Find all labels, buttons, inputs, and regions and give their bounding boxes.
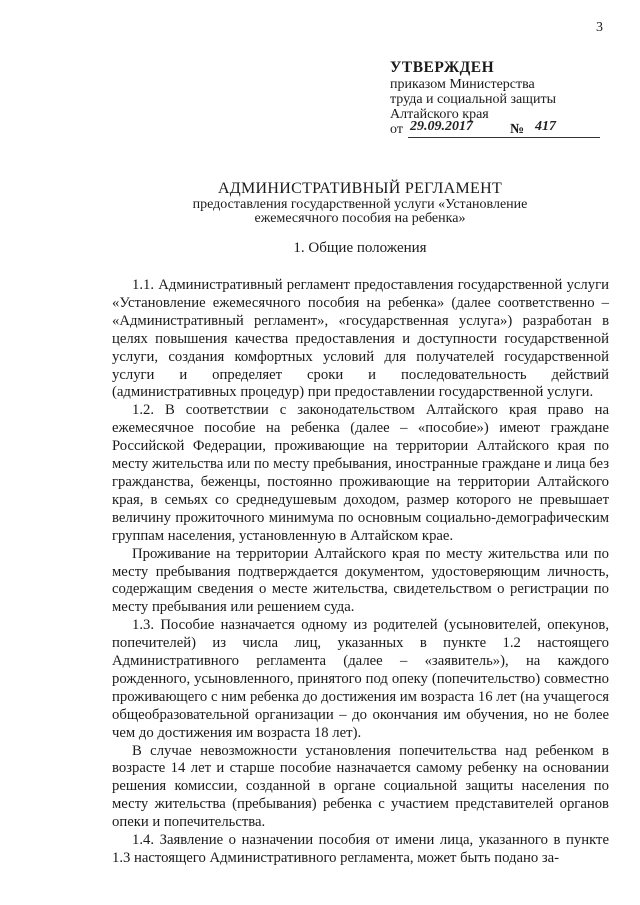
body-text [112,277,609,868]
paragraph-1-4: 1.4. Заявление о назначении пособия от имени лица, указанного в пункте 1.3 настоящего Административного регламента, может быть подано за- [112,832,609,866]
section-title: 1. Общие положения [293,240,427,256]
paragraph-residence: Проживание на территории Алтайского края по месту жительства или по месту пребывания подтверждается документом, удостоверяющим личность, содержащим сведения о месте жительства, свидетельством о регистрации по месту пребывания или решением суда. [112,545,609,616]
paragraph-1-2: 1.2. В соответствии с законодательством Алтайского края право на ежемесячное пособие на ребенка (далее – «пособие») имеют граждане Российской Федерации, проживающие на территории Алтайского края по месту жительства или по месту пребывания, иностранные граждане и лица без гражданства, беженцы, постоянно проживающие на территории Алтайского края, в семьях со среднедушевым доходом, размер которого не превышает величину прожиточного минимума по основным социально-демографическим группам населения, установленную в Алтайском крае. [112,402,609,544]
paragraph-1-1: 1.1. Административный регламент предоставления государственной услуги «Установление ежемесячного пособия на ребенка» (далее соответственно – «Административный регламент», «государственная услуга») разработан в целях повышения качества предоставления и доступности государственной услуги, создания комфортных условий для получателей государственной услуги и определяет сроки и последовательность действий (административных процедур) при предоставлении государственной услуги. [112,277,609,401]
approval-heading: УТВЕРЖДЕН [390,59,495,76]
handwritten-order-number: 417 [535,119,556,134]
handwritten-date: 29.09.2017 [410,119,473,134]
number-sign: № [510,122,525,137]
title-subtitle-2: ежемесячного пособия на ребенка» [254,211,466,226]
paragraph-1-3: 1.3. Пособие назначается одному из родителей (усыновителей, опекунов, попечителей) из числа лиц, указанных в пункте 1.2 настоящего Административного регламента (далее – «заявитель»), на каждого рожденного, усыновленного, принятого под опеку (попечительство) совместно проживающего с ним ребенка до достижения им возраста 16 лет (на учащегося общеобразовательной организации – до окончания им обучения, но не более чем до достижения им возраста 18 лет). [112,617,609,741]
from-label: от [390,122,403,137]
approval-line-3: Алтайского края [390,107,489,122]
signature-underline [408,137,600,138]
title-subtitle-1: предоставления государственной услуги «Установление [192,197,528,212]
title-main: АДМИНИСТРАТИВНЫЙ РЕГЛАМЕНТ [217,180,503,197]
page-number: 3 [596,20,603,35]
approval-line-2: труда и социальной защиты [390,92,556,107]
approval-line-1: приказом Министерства [390,77,535,92]
paragraph-guardianship: В случае невозможности установления попечительства над ребенком в возрасте 14 лет и старше пособие назначается самому ребенку на основании решения комиссии, созданной в органе социальной защиты населения по месту жительства (пребывания) ребенка с участием представителей органов опеки и попечительства. [112,742,609,831]
order-signature-line [390,119,620,139]
document-title [120,180,600,226]
approval-block [390,60,620,139]
